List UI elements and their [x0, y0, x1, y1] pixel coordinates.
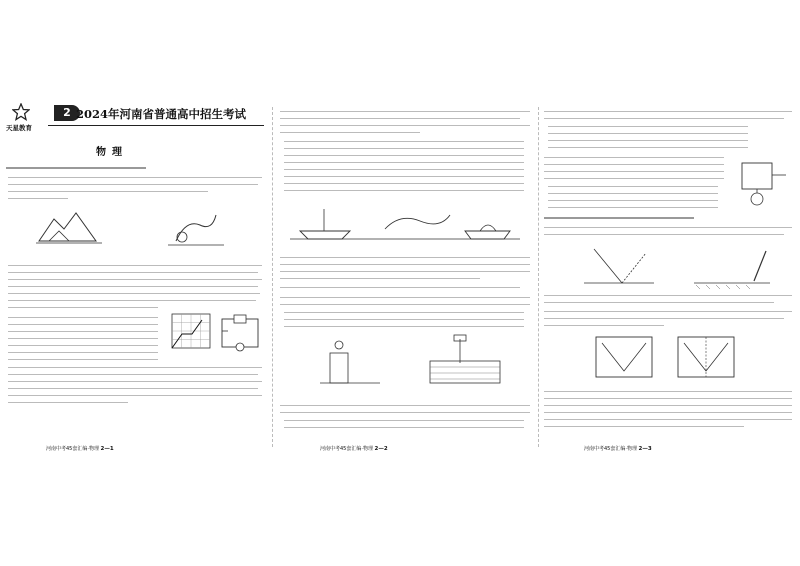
- text-line: [548, 193, 718, 194]
- column-2: [280, 95, 532, 455]
- text-line: [8, 191, 208, 192]
- column-1: [6, 95, 264, 455]
- text-line: [284, 183, 524, 184]
- text-line: [8, 317, 158, 318]
- column-divider: [272, 107, 273, 447]
- text-line: [8, 381, 262, 382]
- text-line: [280, 287, 520, 288]
- text-line: [280, 118, 520, 119]
- text-line: [284, 420, 524, 421]
- subject-title: 物理: [96, 147, 128, 158]
- section-heading-2: [544, 217, 694, 225]
- text-line: [8, 198, 68, 199]
- light-ray-figure-icon: [584, 241, 774, 293]
- text-line: [8, 345, 158, 346]
- page-number: 2—3: [638, 446, 652, 452]
- text-line: [284, 326, 524, 327]
- text-line: [544, 227, 792, 228]
- column-3: [544, 95, 794, 455]
- figure-1: [34, 207, 104, 249]
- text-line: [548, 133, 748, 134]
- text-line: [280, 271, 530, 272]
- exam-title: 2024年河南省普通高中招生考试: [76, 107, 247, 121]
- text-line: [8, 279, 262, 280]
- figure-prisms: [594, 331, 744, 383]
- text-line: [548, 140, 748, 141]
- footer-1: [46, 445, 114, 452]
- mountain-figure-icon: [34, 207, 104, 249]
- text-line: [544, 234, 784, 235]
- device-figure-icon: [736, 155, 790, 213]
- text-line: [8, 324, 158, 325]
- figure-circuit: [218, 313, 262, 353]
- text-line: [544, 398, 792, 399]
- paper-number-badge: 2: [54, 105, 80, 121]
- text-line: [280, 278, 480, 279]
- figure-lever: [320, 333, 510, 395]
- footer-2: [320, 445, 388, 452]
- text-line: [548, 200, 718, 201]
- text-line: [284, 427, 524, 428]
- text-line: [8, 293, 260, 294]
- logo-text: 天星教育: [6, 124, 32, 132]
- masthead: [6, 101, 264, 137]
- text-line: [8, 367, 262, 368]
- text-line: [544, 311, 792, 312]
- text-line: [8, 352, 158, 353]
- footer-title: 河南中考45套汇编·物理: [320, 446, 373, 452]
- text-line: [544, 171, 724, 172]
- text-line: [280, 405, 530, 406]
- footer-title: 河南中考45套汇编·物理: [584, 446, 637, 452]
- text-line: [544, 111, 792, 112]
- title-rule: [48, 125, 264, 126]
- text-line: [8, 388, 258, 389]
- grid-graph-icon: [166, 310, 214, 354]
- page-number: 2—1: [100, 446, 114, 452]
- text-line: [8, 307, 158, 308]
- boats-figure-icon: [290, 199, 520, 249]
- text-line: [8, 265, 262, 266]
- text-line: [284, 148, 524, 149]
- text-line: [8, 359, 158, 360]
- text-line: [544, 426, 744, 427]
- logo: [6, 103, 36, 135]
- text-line: [544, 164, 724, 165]
- text-line: [8, 300, 256, 301]
- page-number: 2—2: [374, 446, 388, 452]
- section-heading-1: [6, 167, 146, 175]
- footer-3: [584, 445, 652, 452]
- text-line: [280, 125, 530, 126]
- figure-ships: [290, 199, 520, 249]
- text-line: [544, 419, 792, 420]
- text-line: [544, 118, 784, 119]
- tool-figure-icon: [166, 207, 226, 249]
- text-line: [284, 319, 524, 320]
- figure-electric: [736, 155, 790, 213]
- text-line: [548, 147, 748, 148]
- text-line: [544, 391, 792, 392]
- text-line: [544, 178, 724, 179]
- text-line: [544, 295, 792, 296]
- text-line: [8, 402, 128, 403]
- text-line: [280, 132, 420, 133]
- text-line: [544, 157, 724, 158]
- text-line: [544, 318, 784, 319]
- text-line: [284, 169, 524, 170]
- text-line: [8, 286, 258, 287]
- text-line: [284, 190, 524, 191]
- text-line: [284, 162, 524, 163]
- text-line: [280, 297, 530, 298]
- text-line: [8, 177, 262, 178]
- text-line: [284, 312, 524, 313]
- text-line: [8, 374, 258, 375]
- footer-title: 河南中考45套汇编·物理: [46, 446, 99, 452]
- figure-graph: [166, 310, 214, 354]
- text-line: [8, 272, 258, 273]
- figure-light: [584, 241, 774, 293]
- text-line: [8, 395, 262, 396]
- text-line: [8, 338, 158, 339]
- text-line: [544, 405, 792, 406]
- text-line: [544, 325, 664, 326]
- text-line: [284, 141, 524, 142]
- text-line: [284, 176, 524, 177]
- text-line: [8, 184, 258, 185]
- balance-figure-icon: [320, 333, 510, 395]
- text-line: [284, 155, 524, 156]
- text-line: [544, 412, 792, 413]
- text-line: [280, 412, 530, 413]
- exam-sheet: [0, 95, 800, 455]
- text-line: [280, 111, 530, 112]
- text-line: [280, 264, 530, 265]
- circuit-figure-icon: [218, 313, 262, 353]
- star-logo-icon: [12, 103, 30, 121]
- prism-figure-icon: [594, 331, 744, 383]
- text-line: [548, 126, 748, 127]
- text-line: [280, 304, 530, 305]
- text-line: [548, 207, 718, 208]
- figure-2: [166, 207, 226, 249]
- text-line: [8, 331, 158, 332]
- text-line: [280, 257, 530, 258]
- column-divider: [538, 107, 539, 447]
- text-line: [544, 302, 774, 303]
- text-line: [548, 186, 718, 187]
